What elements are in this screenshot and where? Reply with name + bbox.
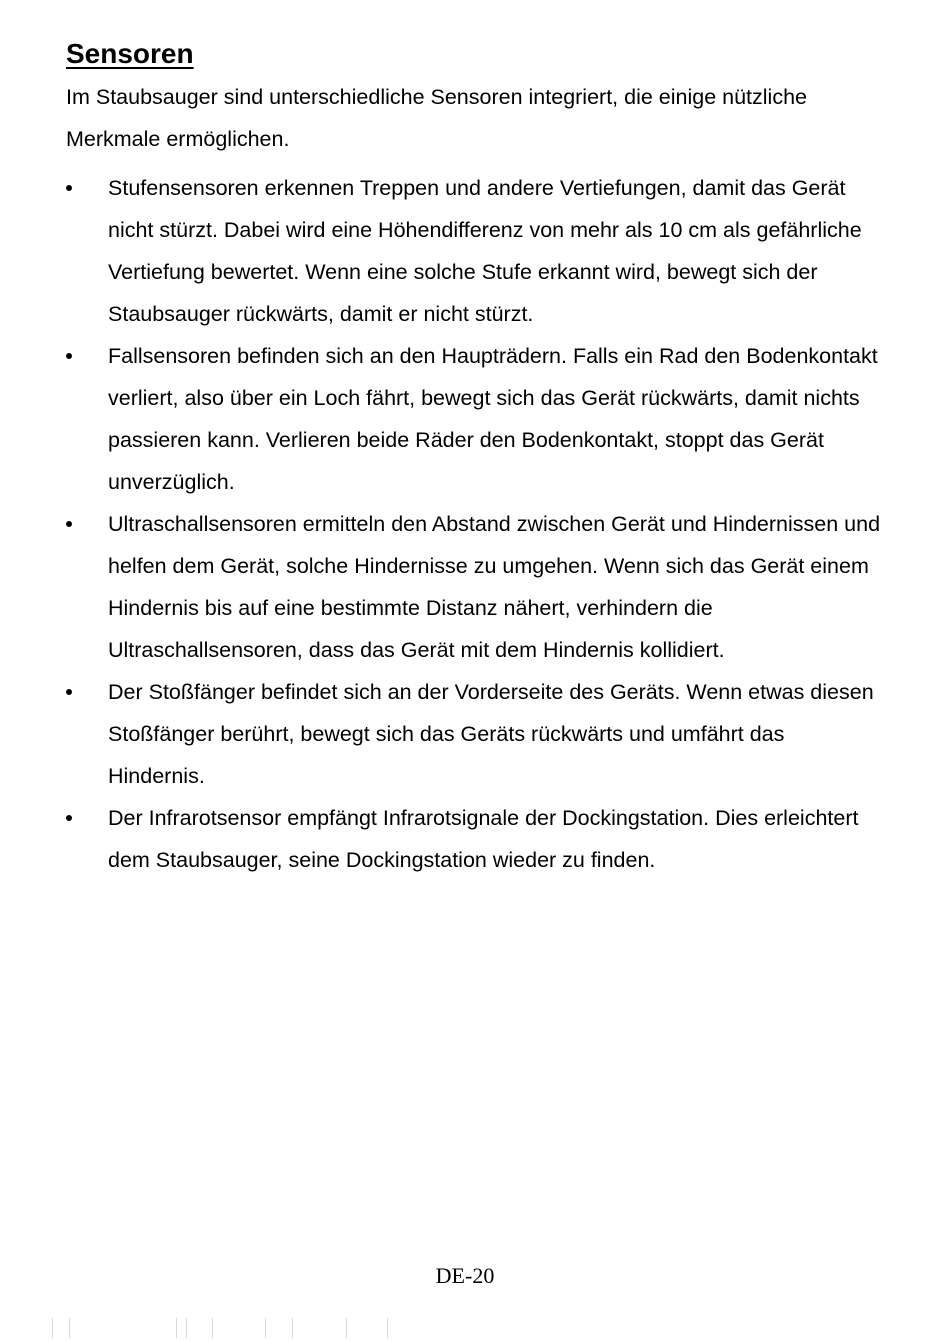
list-item-text: Der Stoßfänger befindet sich an der Vorderseite des Geräts. Wenn etwas diesen Stoßfänger berührt, bewegt sich das Geräts rückwärts und umfährt das Hindernis.: [108, 680, 874, 788]
list-item-text: Fallsensoren befinden sich an den Haupträdern. Falls ein Rad den Bodenkontakt verliert, also über ein Loch fährt, bewegt sich das Gerät rückwärts, damit nichts passieren kann. Verlieren beide Räder den Bodenkontakt, stoppt das Gerät unverzüglich.: [108, 344, 878, 494]
list-item-fall-sensors: [66, 335, 886, 503]
bullet-icon: [66, 185, 72, 191]
list-item-infrared-sensor: [66, 797, 886, 881]
bullet-icon: [66, 353, 72, 359]
list-item-text: Der Infrarotsensor empfängt Infrarotsignale der Dockingstation. Dies erleichtert dem Staubsauger, seine Dockingstation wieder zu finden.: [108, 806, 859, 872]
list-item-step-sensors: [66, 167, 886, 335]
bullet-icon: [66, 689, 72, 695]
list-item-ultrasonic-sensors: [66, 503, 886, 671]
list-item-text: Stufensensoren erkennen Treppen und andere Vertiefungen, damit das Gerät nicht stürzt. Dabei wird eine Höhendifferenz von mehr als 10 cm als gefährliche Vertiefung bewertet. Wenn eine solche Stufe erkannt wird, bewegt sich der Staubsauger rückwärts, damit er nicht stürzt.: [108, 176, 862, 326]
section-heading: Sensoren: [66, 38, 194, 69]
bullet-icon: [66, 521, 72, 527]
page-number: DE-20: [435, 1263, 495, 1288]
intro-paragraph: Im Staubsauger sind unterschiedliche Sensoren integriert, die einige nützliche Merkmale ermöglichen.: [66, 85, 807, 151]
bullet-icon: [66, 815, 72, 821]
sensor-list: [66, 167, 886, 881]
list-item-bumper: [66, 671, 886, 797]
list-item-text: Ultraschallsensoren ermitteln den Abstand zwischen Gerät und Hindernissen und helfen dem Gerät, solche Hindernisse zu umgehen. Wenn sich das Gerät einem Hindernis bis auf eine bestimmte Distanz nähert, verhindern die Ultraschallsensoren, dass das Gerät mit dem Hindernis kollidiert.: [108, 512, 881, 662]
scan-artifact-lines: [0, 1318, 950, 1338]
